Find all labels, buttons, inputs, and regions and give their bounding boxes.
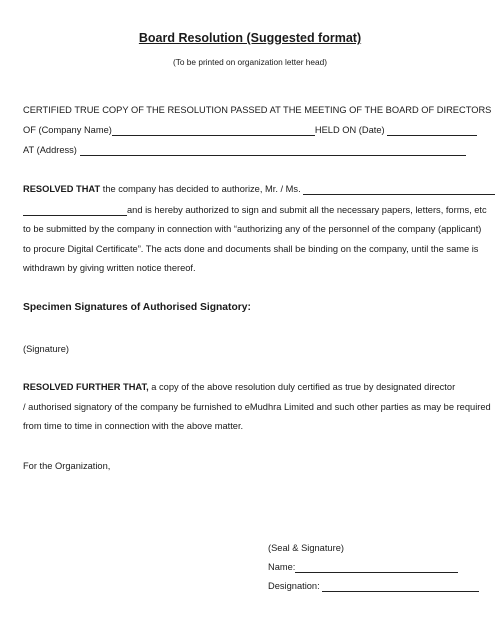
resolved-that-bold: RESOLVED THAT: [23, 184, 101, 194]
resolved-line-1: [23, 183, 495, 195]
date-blank: [387, 125, 477, 136]
address-blank: [80, 145, 466, 156]
resolved-text-3: to be submitted by the company in connection with “authorizing any of the personnel of the company (applicant): [23, 224, 482, 234]
company-name-blank: [112, 125, 315, 136]
name-blank: [295, 562, 458, 573]
for-organization: For the Organization,: [23, 461, 111, 471]
held-on-label: HELD ON (Date): [314, 125, 385, 135]
certified-line: CERTIFIED TRUE COPY OF THE RESOLUTION PASSED AT THE MEETING OF THE BOARD OF DIRECTORS: [23, 105, 492, 115]
resolved-text-1: the company has decided to authorize, Mr. / Ms.: [102, 184, 301, 194]
resolved-text-2: and is hereby authorized to sign and submit all the necessary papers, letters, forms, etc: [127, 205, 487, 215]
resolved-further-text-3: from time to time in connection with the above matter.: [23, 421, 244, 431]
resolved-further-text-1: a copy of the above resolution duly certified as true by designated director: [151, 382, 456, 392]
address-row: [23, 144, 466, 156]
document-title: Board Resolution (Suggested format): [138, 31, 362, 45]
resolved-further-line-1: [23, 381, 455, 393]
name-label: Name:: [268, 562, 296, 572]
authorized-person-blank: [303, 184, 495, 195]
resolved-line-2: [23, 204, 487, 216]
designation-blank: [322, 581, 479, 592]
resolved-further-text-2: / authorised signatory of the company be furnished to eMudhra Limited and such other parties as may be required: [23, 402, 491, 412]
specimen-heading: Specimen Signatures of Authorised Signatory:: [23, 302, 251, 313]
authorized-person-blank-2: [23, 205, 127, 216]
designation-row: [268, 580, 479, 592]
resolved-text-4: to procure Digital Certificate”. The acts done and documents shall be binding on the company, until the same is: [23, 244, 479, 254]
resolved-further-bold: RESOLVED FURTHER THAT,: [23, 382, 149, 392]
seal-signature-label: (Seal & Signature): [268, 543, 344, 553]
signature-label: (Signature): [23, 344, 69, 354]
name-row: [268, 561, 458, 573]
document-subtitle: (To be printed on organization letter head): [172, 57, 328, 67]
company-name-row: [23, 124, 477, 136]
designation-label: Designation:: [268, 581, 320, 591]
of-company-label: OF (Company Name): [23, 125, 112, 135]
at-address-label: AT (Address): [23, 145, 77, 155]
resolved-text-5: withdrawn by giving written notice thereof.: [23, 263, 196, 273]
